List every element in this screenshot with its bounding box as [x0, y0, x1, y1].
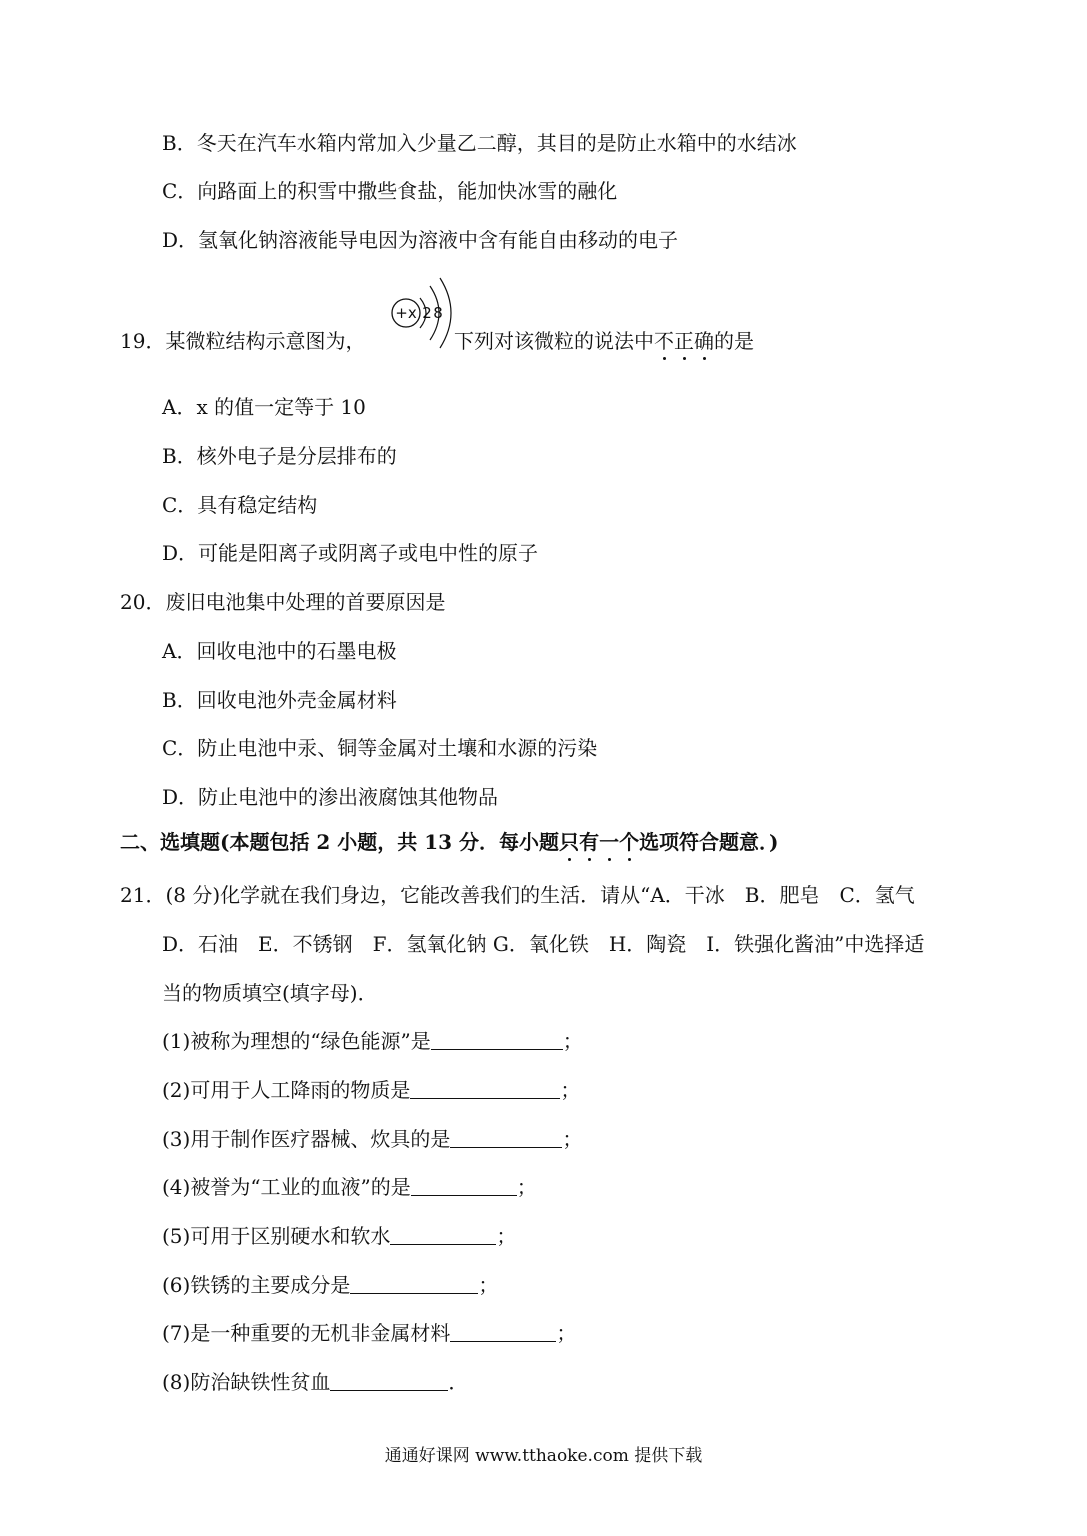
q21-stem-line2: D．石油 E．不锈钢 F．氢氧化钠 G．氧化铁 H．陶瓷 I．铁强化酱油”中选择适 [162, 932, 925, 956]
item-end: ； [478, 1273, 499, 1297]
item-text: (5)可用于区别硬水和软水 [162, 1224, 391, 1248]
q21-item-7 [162, 1323, 576, 1343]
q19-option-d: D．可能是阳离子或阴离子或电中性的原子 [162, 541, 539, 565]
electron-shell-2: 8 [433, 304, 443, 322]
section-heading [120, 832, 779, 852]
section-heading-end: 选项符合题意．) [639, 830, 779, 854]
answer-blank[interactable] [411, 1177, 517, 1196]
q19-stem-tail [454, 331, 754, 351]
q20-stem: 20．废旧电池集中处理的首要原因是 [120, 590, 446, 614]
item-end: ； [562, 1029, 583, 1053]
item-text: (3)用于制作医疗器械、炊具的是 [162, 1127, 451, 1151]
item-end: ； [496, 1224, 517, 1248]
item-text: (6)铁锈的主要成分是 [162, 1273, 351, 1297]
q19-stem-lead: 19．某微粒结构示意图为， [120, 329, 366, 353]
emphasis-char: 一 [599, 830, 620, 854]
emphasis-char: 个 [619, 830, 640, 854]
q19-stem-text: 下列对该微粒的说法中 [454, 329, 654, 353]
answer-blank[interactable] [450, 1129, 562, 1148]
emphasis-char: 只 [559, 830, 580, 854]
emphasis-char: 正 [674, 329, 694, 353]
q21-item-8 [162, 1372, 468, 1392]
item-text: (4)被誉为“工业的血液”的是 [162, 1175, 411, 1199]
section-heading-text: 二、选填题(本题包括 2 小题，共 13 分．每小题 [120, 830, 560, 854]
q21-stem-line3: 当的物质填空(填字母)． [162, 981, 378, 1005]
item-text: (2)可用于人工降雨的物质是 [162, 1078, 411, 1102]
emphasis-char: 确 [694, 329, 714, 353]
q21-item-6 [162, 1275, 498, 1295]
q18-option-c: C．向路面上的积雪中撒些食盐，能加快冰雪的融化 [162, 179, 618, 203]
atom-structure-diagram [382, 276, 462, 356]
q21-item-1 [162, 1031, 583, 1051]
q21-item-3 [162, 1129, 582, 1149]
q18-option-d: D．氢氧化钠溶液能导电因为溶液中含有能自由移动的电子 [162, 228, 679, 252]
q21-item-4 [162, 1177, 537, 1197]
item-text: (7)是一种重要的无机非金属材料 [162, 1321, 451, 1345]
answer-blank[interactable] [450, 1323, 556, 1342]
q20-option-a: A．回收电池中的石墨电极 [162, 639, 397, 663]
q19-option-b: B．核外电子是分层排布的 [162, 444, 397, 468]
answer-blank[interactable] [410, 1080, 560, 1099]
q20-option-c: C．防止电池中汞、铜等金属对土壤和水源的污染 [162, 736, 598, 760]
q20-option-d: D．防止电池中的渗出液腐蚀其他物品 [162, 785, 499, 809]
answer-blank[interactable] [390, 1226, 496, 1245]
answer-blank[interactable] [431, 1031, 563, 1050]
q20-option-b: B．回收电池外壳金属材料 [162, 688, 397, 712]
q19-option-a: A．x 的值一定等于 10 [162, 395, 366, 419]
q19-stem-end: 的是 [714, 329, 754, 353]
electron-shell-1: 2 [422, 304, 432, 322]
q21-item-2 [162, 1080, 580, 1100]
item-text: (8)防治缺铁性贫血 [162, 1370, 331, 1394]
page-footer: 通通好课网 www.tthaoke.com 提供下载 [384, 1446, 703, 1466]
item-end: ； [516, 1175, 537, 1199]
item-text: (1)被称为理想的“绿色能源”是 [162, 1029, 431, 1053]
item-end: ． [448, 1370, 469, 1394]
item-end: ； [562, 1127, 583, 1151]
item-end: ； [560, 1078, 581, 1102]
answer-blank[interactable] [350, 1275, 478, 1294]
emphasis-char: 不 [654, 329, 674, 353]
nucleus-charge: +x [395, 304, 417, 322]
q21-stem-line1: 21．(8 分)化学就在我们身边，它能改善我们的生活．请从“A．干冰 B．肥皂 C．氢气 [120, 883, 915, 907]
emphasis-char: 有 [579, 830, 600, 854]
answer-blank[interactable] [330, 1372, 448, 1391]
item-end: ； [556, 1321, 577, 1345]
q21-item-5 [162, 1226, 516, 1246]
q19-option-c: C．具有稳定结构 [162, 493, 318, 517]
q18-option-b: B．冬天在汽车水箱内常加入少量乙二醇，其目的是防止水箱中的水结冰 [162, 131, 797, 155]
